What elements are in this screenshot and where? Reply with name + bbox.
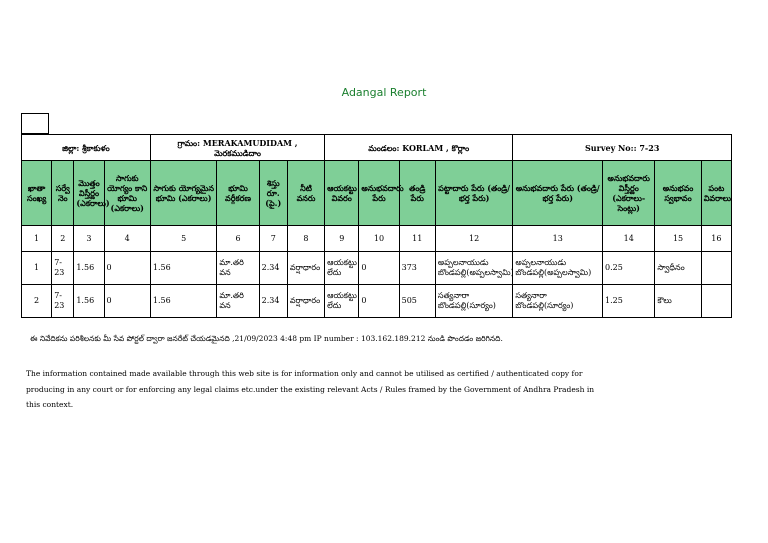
column-number: 9 bbox=[325, 226, 359, 252]
column-number: 2 bbox=[52, 226, 74, 252]
survey-label: Survey No:: bbox=[585, 142, 637, 153]
column-number: 15 bbox=[655, 226, 701, 252]
table-cell: సత్యనారా బొండపల్లి(సూర్యం) bbox=[513, 285, 603, 318]
blank-box bbox=[21, 113, 49, 134]
table-cell: 0 bbox=[104, 285, 150, 318]
table-cell: 1.56 bbox=[74, 285, 104, 318]
table-cell: 7-23 bbox=[52, 252, 74, 285]
district-label: జిల్లా: bbox=[62, 142, 80, 153]
district-cell bbox=[22, 135, 151, 161]
mandal-label: మండలం: bbox=[368, 142, 400, 153]
table-cell: 7-23 bbox=[52, 285, 74, 318]
column-header: ఆయకట్టు వివరం bbox=[325, 161, 359, 226]
column-header: సర్వే నెం bbox=[52, 161, 74, 226]
column-header: నీటి వనరు bbox=[287, 161, 324, 226]
column-number: 10 bbox=[359, 226, 399, 252]
column-header: అనుభవం స్వభావం bbox=[655, 161, 701, 226]
table-cell: 1.56 bbox=[150, 252, 216, 285]
table-cell: ఆయకట్టు లేదు bbox=[325, 252, 359, 285]
adangal-table bbox=[21, 134, 732, 318]
table-cell: వర్షాధారం bbox=[287, 285, 324, 318]
survey-cell bbox=[513, 135, 732, 161]
table-cell: 505 bbox=[399, 285, 435, 318]
column-number: 11 bbox=[399, 226, 435, 252]
column-header: ఖాతా సంఖ్య bbox=[22, 161, 52, 226]
table-cell: 2.34 bbox=[259, 285, 287, 318]
column-number: 1 bbox=[22, 226, 52, 252]
column-header: సాగుకు యోగ్యమైన భూమి (ఎకరాలు) bbox=[150, 161, 216, 226]
table-cell: మా.తరి వన bbox=[217, 285, 259, 318]
column-number: 14 bbox=[603, 226, 655, 252]
table-cell: సత్యనారా బొండపల్లి(సూర్యం) bbox=[435, 285, 513, 318]
report-title: Adangal Report bbox=[341, 86, 427, 99]
table-cell: 0 bbox=[104, 252, 150, 285]
column-number: 4 bbox=[104, 226, 150, 252]
column-number: 7 bbox=[259, 226, 287, 252]
column-number: 8 bbox=[287, 226, 324, 252]
column-header: సాగుకు యోగ్యం కాని భూమి (ఎకరాలు) bbox=[104, 161, 150, 226]
district-value: శ్రీకాకుళం bbox=[82, 142, 110, 153]
village-value: MERAKAMUDIDAM , మెరకముడిదాం bbox=[202, 137, 298, 158]
table-cell: ఆయకట్టు లేదు bbox=[325, 285, 359, 318]
generated-note: ఈ నివేదికను పరిశీలనకు మీ సేవ పోర్టల్ ద్వారా జనరేట్ చేయడమైనది ,21/09/2023 4:48 pm IP number : 103.162.189.212 నుండి పొందడం జరిగినది. bbox=[30, 334, 503, 343]
column-number: 5 bbox=[150, 226, 216, 252]
disclaimer-text: The information contained made available through this web site is for information only and cannot be utilised as certified / authenticated copy for producing in any court or for enforcing any legal claims etc.under the existing relevant Acts / Rules framed by the Government of Andhra Pradesh in this context. bbox=[26, 369, 595, 409]
table-cell: కౌలు bbox=[655, 285, 701, 318]
table-row bbox=[22, 285, 732, 318]
table-cell: 2.34 bbox=[259, 252, 287, 285]
column-header: మొత్తం విస్తీర్ణం (ఎకరాలు) bbox=[74, 161, 104, 226]
table-cell: 0 bbox=[359, 252, 399, 285]
header-row bbox=[22, 161, 732, 226]
table-cell: 2 bbox=[22, 285, 52, 318]
column-number: 13 bbox=[513, 226, 603, 252]
column-header: అనుభవదారు విస్తీర్ణం (ఎకరాలు-సెంట్లు) bbox=[603, 161, 655, 226]
column-header: శిస్తు రూ.(పై.) bbox=[259, 161, 287, 226]
column-number: 3 bbox=[74, 226, 104, 252]
column-header: అనుభవదారు పేరు bbox=[359, 161, 399, 226]
village-label: గ్రామం: bbox=[177, 137, 201, 148]
column-header: పంట వివరాలు bbox=[701, 161, 731, 226]
table-cell: 373 bbox=[399, 252, 435, 285]
column-header: అనుభవదారు పేరు (తండ్రి/భర్త పేరు) bbox=[513, 161, 603, 226]
column-number: 16 bbox=[701, 226, 731, 252]
table-cell bbox=[701, 252, 731, 285]
column-header: పట్టాదారు పేరు (తండ్రి/భర్త పేరు) bbox=[435, 161, 513, 226]
column-number: 12 bbox=[435, 226, 513, 252]
table-cell: 1.56 bbox=[150, 285, 216, 318]
table-cell: స్వాధీనం bbox=[655, 252, 701, 285]
table-cell: 0 bbox=[359, 285, 399, 318]
table-cell: మా.తరి వన bbox=[217, 252, 259, 285]
column-header: భూమి వర్గీకరణ bbox=[217, 161, 259, 226]
table-cell: 1.56 bbox=[74, 252, 104, 285]
table-cell bbox=[701, 285, 731, 318]
column-number-row bbox=[22, 226, 732, 252]
table-cell: 1.25 bbox=[603, 285, 655, 318]
survey-value: 7-23 bbox=[639, 142, 660, 153]
village-cell bbox=[150, 135, 324, 161]
table-cell: వర్షాధారం bbox=[287, 252, 324, 285]
mandal-value: KORLAM , కొర్లాం bbox=[402, 142, 470, 153]
mandal-cell bbox=[325, 135, 513, 161]
column-header: తండ్రి పేరు bbox=[399, 161, 435, 226]
table-cell: 1 bbox=[22, 252, 52, 285]
column-number: 6 bbox=[217, 226, 259, 252]
table-cell: అప్పలనాయుడు బొండపల్లి(అప్పలస్వామి) bbox=[513, 252, 603, 285]
table-cell: అప్పలనాయుడు బొండపల్లి(అప్పలస్వామి) bbox=[435, 252, 513, 285]
meta-row bbox=[22, 135, 732, 161]
table-row bbox=[22, 252, 732, 285]
table-cell: 0.25 bbox=[603, 252, 655, 285]
